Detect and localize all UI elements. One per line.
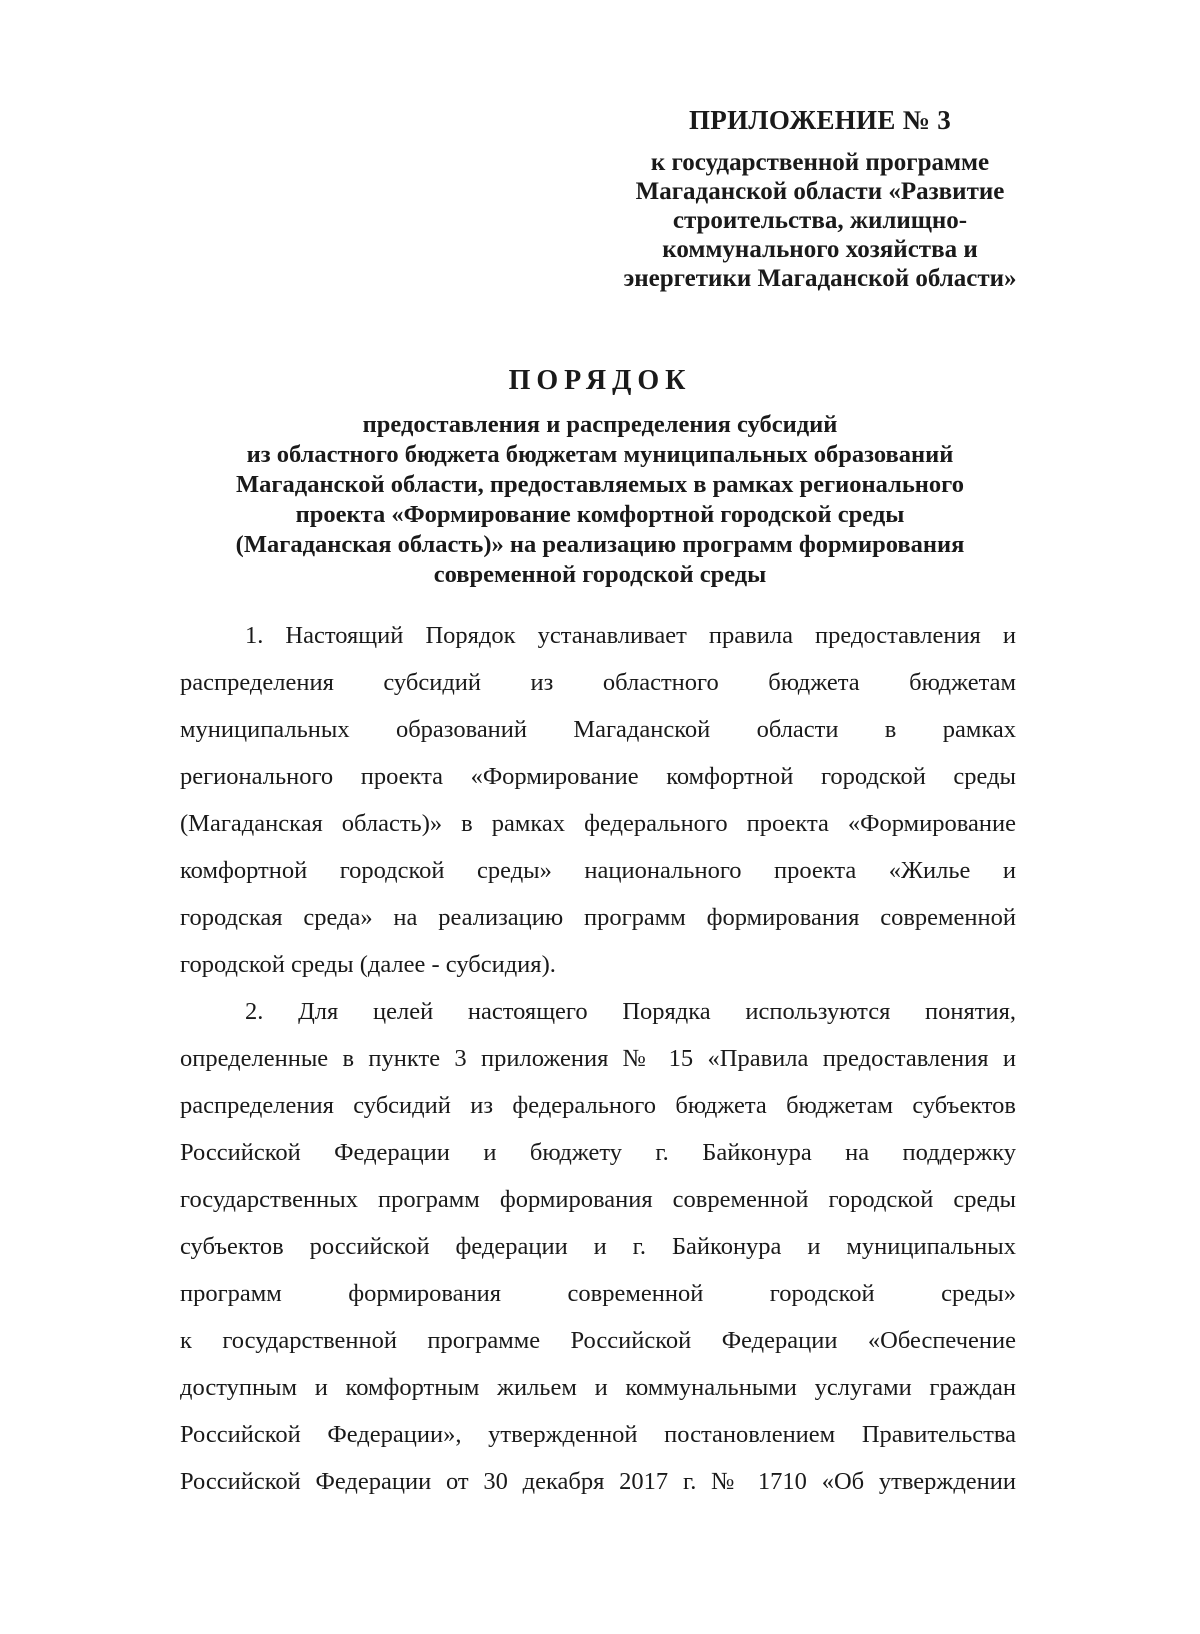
paragraph-line: определенные в пункте 3 приложения № 15 «Правила предоставления и: [180, 1045, 1016, 1072]
paragraph-line: 2. Для целей настоящего Порядка используются понятия,: [245, 998, 1016, 1025]
paragraph-line: городской среды (далее - субсидия).: [180, 951, 556, 978]
paragraph-1: [180, 612, 1016, 988]
appendix-line: к государственной программе: [650, 149, 990, 176]
paragraph-line: государственных программ формирования современной городской среды: [180, 1186, 1016, 1213]
document-body: [180, 612, 1016, 1505]
paragraph-line: городская среда» на реализацию программ формирования современной: [180, 904, 1016, 931]
paragraph-line: программ формирования современной городской среды»: [180, 1280, 1016, 1307]
paragraph-line: Российской Федерации и бюджету г. Байконура на поддержку: [180, 1139, 1016, 1166]
subtitle-line: современной городской среды: [433, 561, 767, 588]
paragraph-line: распределения субсидий из областного бюджета бюджетам: [180, 669, 1016, 696]
paragraph-line: 1. Настоящий Порядок устанавливает правила предоставления и: [245, 622, 1016, 649]
paragraph-2: [180, 988, 1016, 1505]
paragraph-line: муниципальных образований Магаданской области в рамках: [180, 716, 1016, 743]
subtitle-line: проекта «Формирование комфортной городской среды: [295, 501, 905, 528]
appendix-line: коммунального хозяйства и: [662, 236, 978, 263]
paragraph-line: Российской Федерации от 30 декабря 2017 г. № 1710 «Об утверждении: [180, 1468, 1016, 1495]
appendix-header: [610, 104, 1030, 293]
paragraph-line: доступным и комфортным жильем и коммунальными услугами граждан: [180, 1374, 1016, 1401]
appendix-line: энергетики Магаданской области»: [623, 265, 1017, 292]
subtitle-line: Магаданской области, предоставляемых в рамках регионального: [236, 471, 964, 498]
document-subtitle: [160, 410, 1040, 590]
subtitle-line: (Магаданская область)» на реализацию программ формирования: [235, 531, 965, 558]
paragraph-line: субъектов российской федерации и г. Байконура и муниципальных: [180, 1233, 1016, 1260]
paragraph-line: регионального проекта «Формирование комфортной городской среды: [180, 763, 1016, 790]
subtitle-line: из областного бюджета бюджетам муниципальных образований: [246, 441, 954, 468]
paragraph-line: распределения субсидий из федерального бюджета бюджетам субъектов: [180, 1092, 1016, 1119]
appendix-line: строительства, жилищно-: [672, 207, 968, 234]
subtitle-line: предоставления и распределения субсидий: [362, 411, 838, 438]
appendix-line: Магаданской области «Развитие: [635, 178, 1005, 205]
paragraph-line: комфортной городской среды» национального проекта «Жилье и: [180, 857, 1016, 884]
appendix-title: ПРИЛОЖЕНИЕ № 3: [689, 105, 951, 135]
paragraph-line: Российской Федерации», утвержденной постановлением Правительства: [180, 1421, 1016, 1448]
paragraph-line: к государственной программе Российской Федерации «Обеспечение: [180, 1327, 1016, 1354]
paragraph-line: (Магаданская область)» в рамках федерального проекта «Формирование: [180, 810, 1016, 837]
document-title: ПОРЯДОК: [508, 365, 692, 396]
